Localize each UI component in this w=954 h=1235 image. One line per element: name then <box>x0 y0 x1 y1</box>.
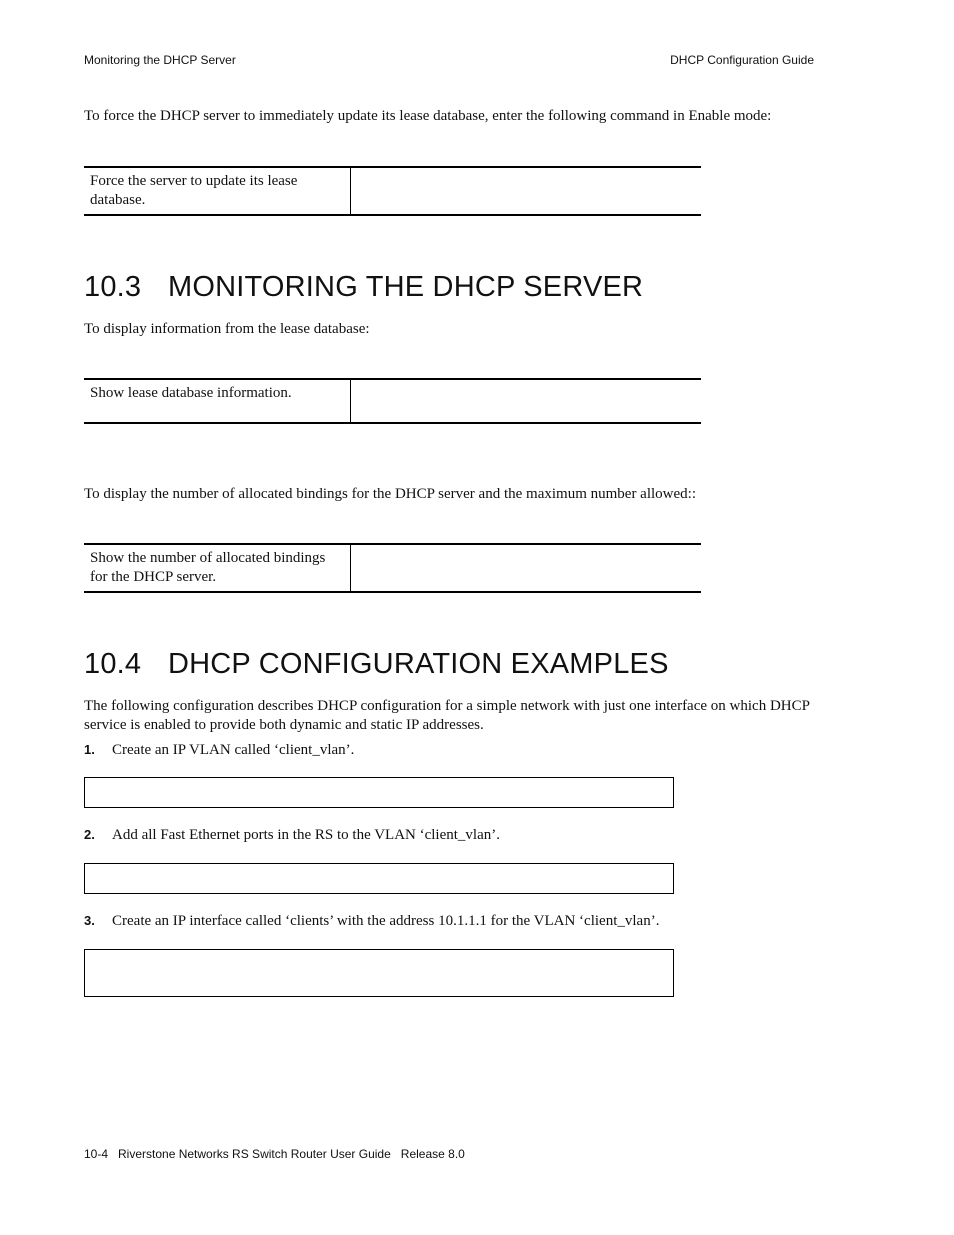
command-syntax <box>351 167 702 215</box>
command-syntax <box>351 544 702 592</box>
code-box <box>84 863 674 894</box>
step-text: Create an IP VLAN called ‘client_vlan’. <box>112 742 355 758</box>
bindings-paragraph: To display the number of allocated bindings for the DHCP server and the maximum number allowed:: <box>84 486 697 502</box>
command-description: Show the number of allocated bindings for the DHCP server. <box>84 544 351 592</box>
examples-paragraph: The following configuration describes DHCP configuration for a simple network with just one interface on which DHCP service is enabled to provide both dynamic and static IP addresses. <box>84 698 810 733</box>
step-item <box>84 825 500 845</box>
command-table-bindings <box>84 543 701 593</box>
running-header-right: DHCP Configuration Guide <box>670 53 814 67</box>
lease-paragraph: To display information from the lease database: <box>84 321 370 337</box>
section-number: 10.4 <box>84 648 142 680</box>
code-box <box>84 949 674 997</box>
section-heading-10-4 <box>84 648 669 681</box>
code-box <box>84 777 674 808</box>
step-item <box>84 911 659 931</box>
step-item <box>84 740 354 760</box>
page-footer: 10-4 Riverstone Networks RS Switch Router User Guide Release 8.0 <box>84 1147 465 1161</box>
section-title: MONITORING THE DHCP SERVER <box>168 271 644 303</box>
section-heading-10-3 <box>84 271 643 304</box>
step-number: 3. <box>84 913 95 928</box>
section-number: 10.3 <box>84 271 142 303</box>
command-syntax <box>351 379 702 423</box>
command-description: Show lease database information. <box>84 379 351 423</box>
command-table-force-update <box>84 166 701 216</box>
running-header-left: Monitoring the DHCP Server <box>84 53 236 67</box>
step-text: Create an IP interface called ‘clients’ with the address 10.1.1.1 for the VLAN ‘client_vlan’. <box>112 913 660 929</box>
intro-paragraph: To force the DHCP server to immediately update its lease database, enter the following command in Enable mode: <box>84 108 772 124</box>
section-title: DHCP CONFIGURATION EXAMPLES <box>168 648 669 680</box>
step-number: 1. <box>84 742 95 757</box>
command-description: Force the server to update its lease database. <box>84 167 351 215</box>
step-number: 2. <box>84 827 95 842</box>
step-text: Add all Fast Ethernet ports in the RS to the VLAN ‘client_vlan’. <box>112 827 500 843</box>
command-table-lease-info <box>84 378 701 424</box>
